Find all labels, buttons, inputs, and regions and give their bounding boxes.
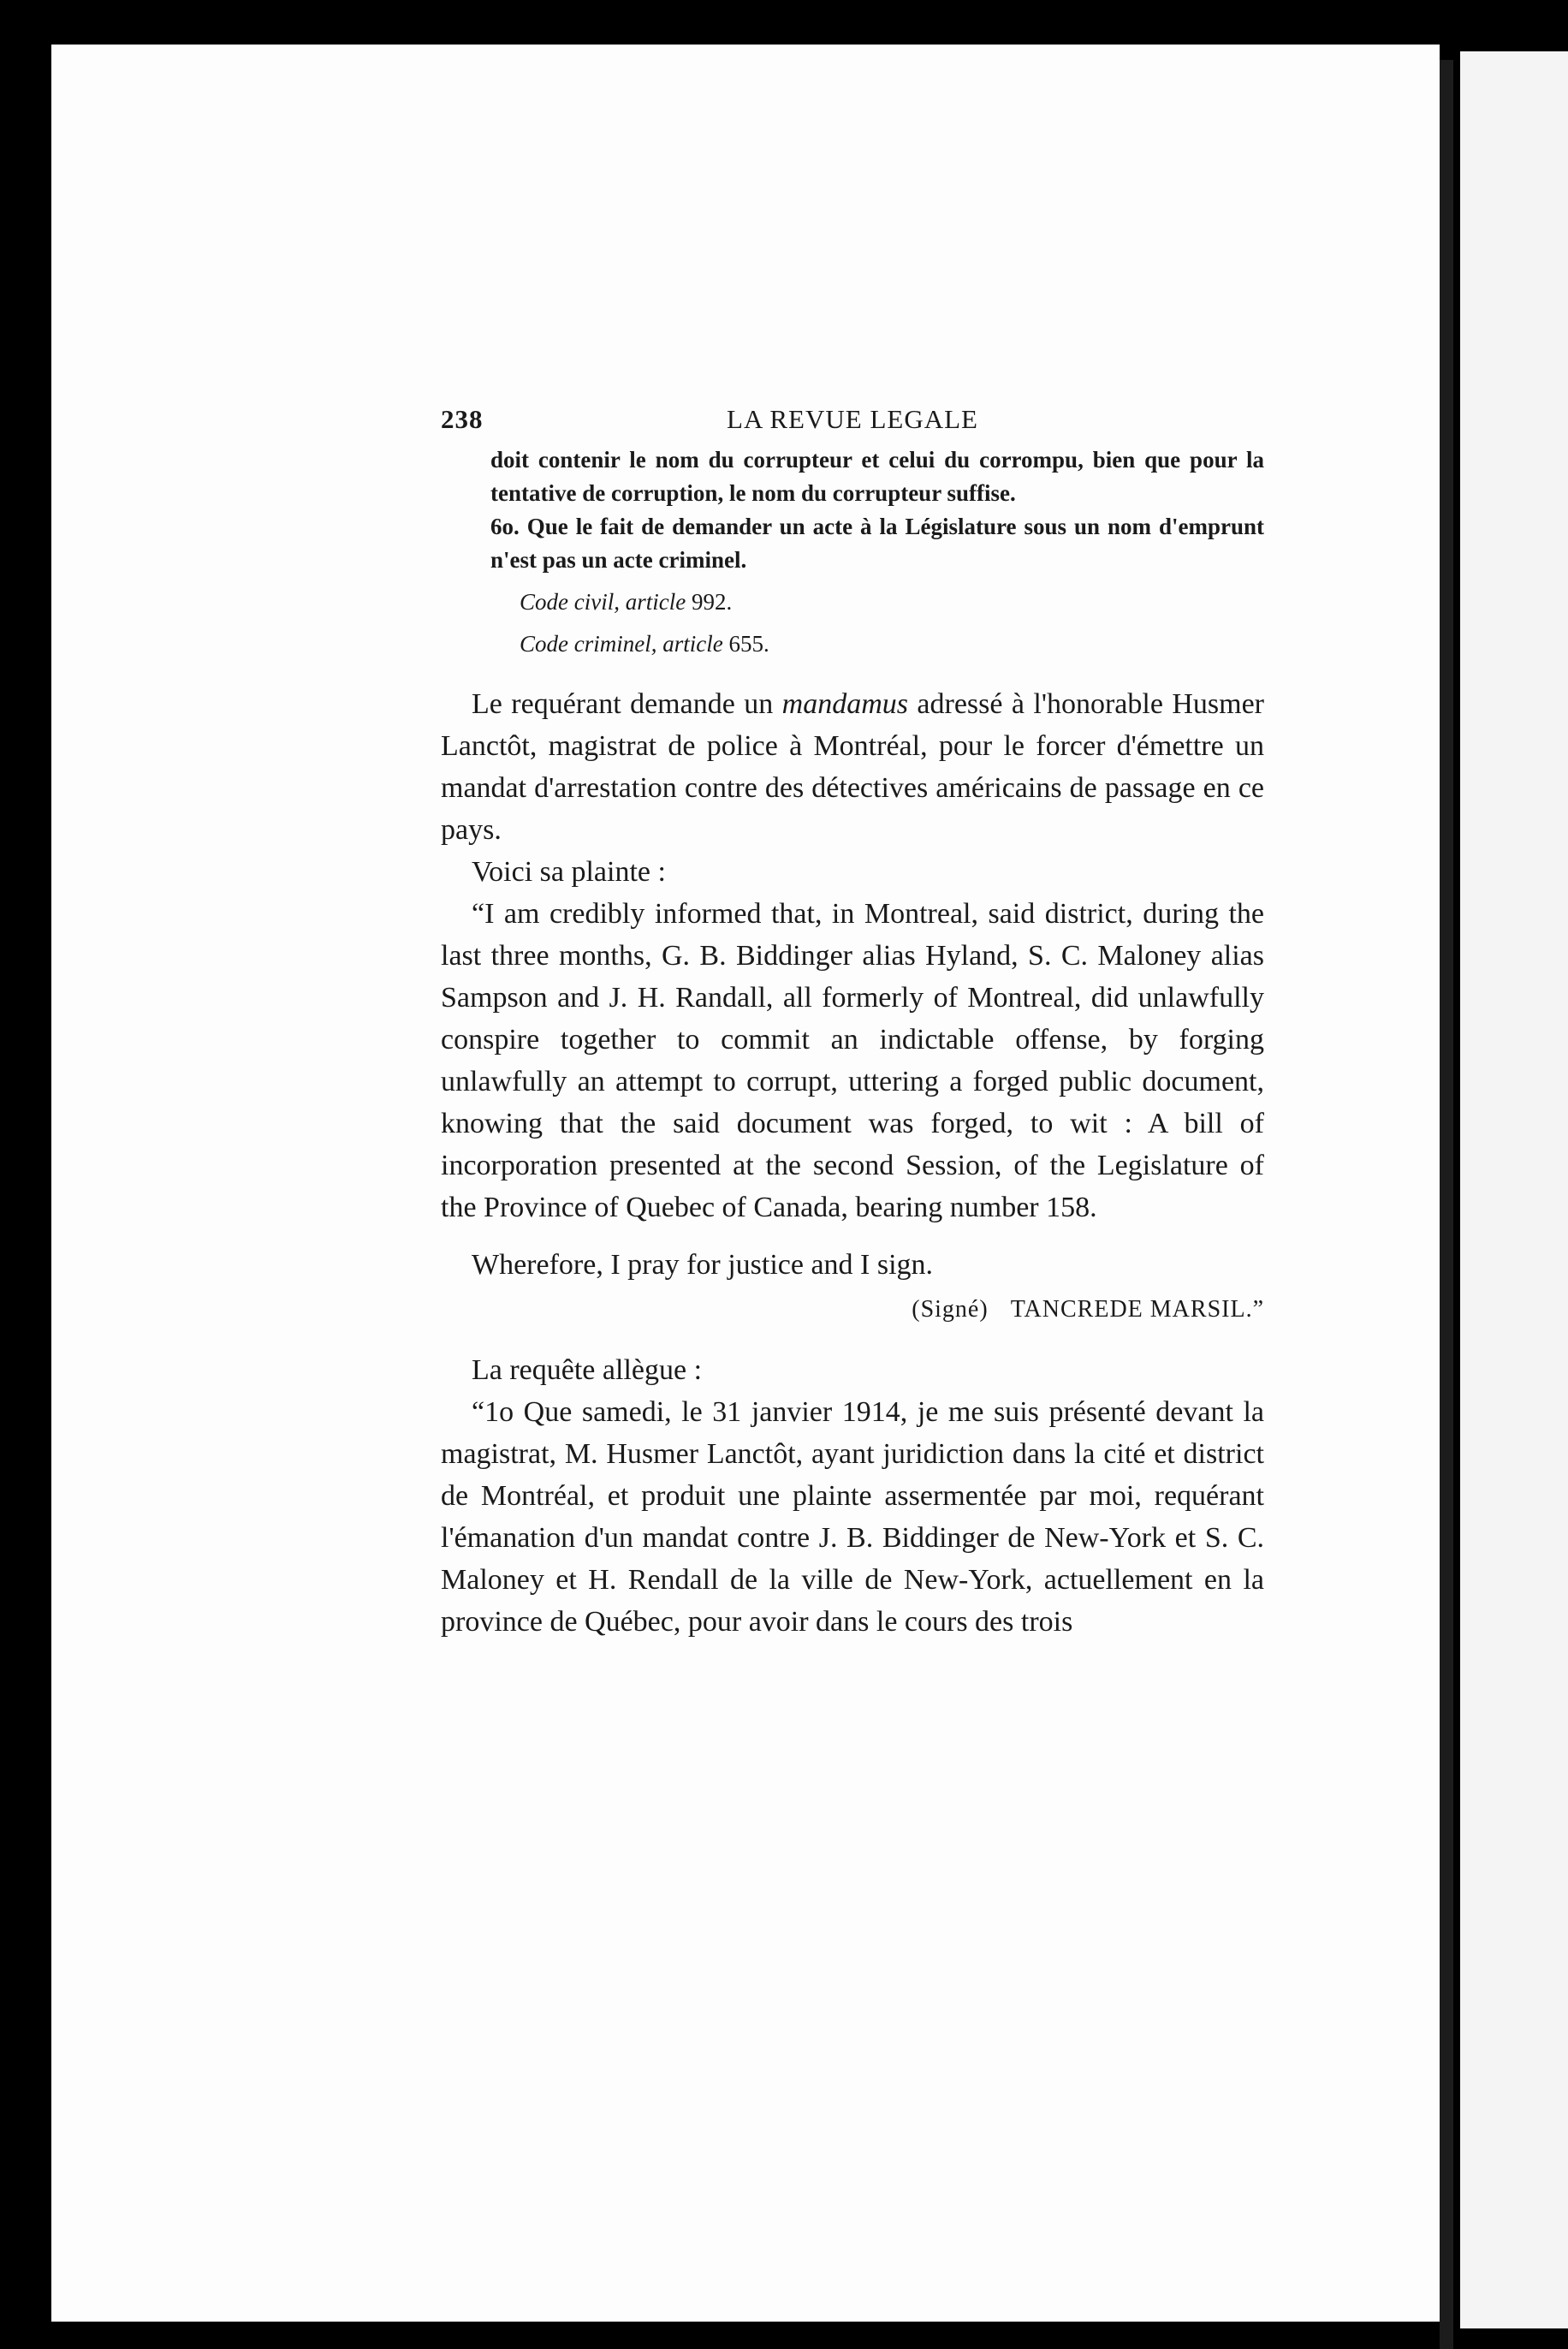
body-paragraph-5: La requête allègue :	[472, 1354, 703, 1386]
signature-line	[441, 1293, 1264, 1327]
signature-name: TANCREDE MARSIL.”	[1010, 1296, 1264, 1323]
citation-label: Code civil, article	[520, 589, 686, 615]
main-text-continued	[441, 1349, 1264, 1643]
italic-term: mandamus	[781, 688, 908, 720]
citation-label: Code criminel, article	[520, 631, 723, 657]
adjacent-page-edge	[1460, 51, 1568, 2328]
headnote-summary	[490, 443, 1264, 577]
body-paragraph-1	[441, 683, 1264, 851]
body-paragraph-2: Voici sa plainte :	[472, 856, 666, 888]
body-paragraph-6: “1o Que samedi, le 31 janvier 1914, je me suis présenté devant la magistrat, M. Husmer Lanctôt, ayant juridiction dans la cité et district de Montréal, et produit une plainte assermentée par moi, requérant l'émanation d'un mandat contre J. B. Biddinger de New-York et S. C. Maloney et H. Rendall de la ville de New-York, actuellement en la province de Québec, pour avoir dans le cours des trois	[441, 1396, 1264, 1638]
signature-label: (Signé)	[912, 1296, 989, 1323]
text-run: adressé à l'honorable Husmer Lanctôt, magistrat de police à Montréal, pour le forcer d'émettre un mandat d'arrestation contre des détectives américains de passage en ce pays.	[441, 688, 1264, 846]
main-text	[441, 683, 1264, 1286]
page-content	[441, 404, 1264, 1643]
complaint-quote: “I am credibly informed that, in Montreal, said district, during the last three months, G. B. Biddinger alias Hyland, S. C. Maloney alias Sampson and J. H. Randall, all formerly of Montreal, did unlawfully conspire together to commit an indictable offense, by forging unlawfully an attempt to corrupt, uttering a forged public document, knowing that the said document was forged, to wit : A bill of incorporation presented at the second Session, of the Legislature of the Province of Quebec of Canada, bearing number 158.	[441, 898, 1264, 1223]
text-run: Le requérant demande un	[472, 688, 774, 720]
summary-paragraph-1: doit contenir le nom du corrupteur et celui du corrompu, bien que pour la tentative de corruption, le nom du corrupteur suffise.	[490, 447, 1264, 506]
body-paragraph-4: Wherefore, I pray for justice and I sign.	[472, 1249, 934, 1281]
citation-1	[520, 586, 1264, 619]
citation-2	[520, 627, 1264, 661]
citation-number: 655.	[728, 631, 769, 657]
journal-title: LA REVUE LEGALE	[727, 404, 978, 434]
summary-paragraph-2: 6o. Que le fait de demander un acte à la Législature sous un nom d'emprunt n'est pas un acte criminel.	[490, 514, 1264, 573]
page-number: 238	[441, 404, 484, 434]
running-head	[441, 404, 1264, 443]
page-edge-shadow	[1440, 60, 1453, 2349]
citation-number: 992.	[691, 589, 733, 615]
